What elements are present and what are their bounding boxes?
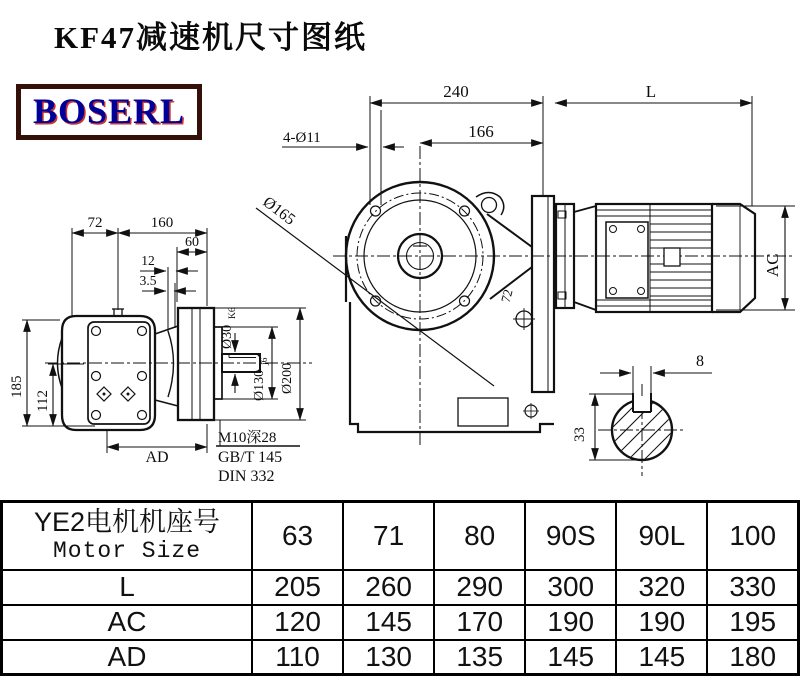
column-header: 71 [343, 502, 434, 570]
column-header: 90L [616, 502, 707, 570]
column-header: 80 [434, 502, 525, 570]
front-view [346, 182, 554, 432]
dim-72-rot-label: 72 [497, 287, 516, 305]
row-label: AC [2, 605, 253, 640]
table-cell: 330 [707, 570, 798, 605]
dim-8-label: 8 [696, 353, 704, 370]
table-cell: 205 [252, 570, 343, 605]
table-row-AD [2, 640, 799, 675]
table-cell: 120 [252, 605, 343, 640]
table-cell: 320 [616, 570, 707, 605]
table-cell: 195 [707, 605, 798, 640]
table-cell: 135 [434, 640, 525, 675]
dim-185-label: 185 [9, 375, 25, 398]
dim-3p5-label: 3.5 [139, 273, 157, 288]
dim-AD-label: AD [145, 449, 169, 466]
row-label: L [2, 570, 253, 605]
spigot-dia-label: Ø130 [252, 369, 267, 401]
shaft-section-view [557, 345, 719, 500]
shaft-tol-label: K6 [228, 307, 238, 319]
flange-dia-label: Ø165 [259, 193, 299, 229]
dimension-table [0, 500, 800, 676]
bolt-callout-label: 4-Ø11 [283, 130, 321, 146]
dimension-lines [22, 96, 795, 460]
dim-AC-label: AC [763, 253, 782, 277]
table-cell: 145 [616, 640, 707, 675]
dim-160-label: 160 [150, 215, 174, 231]
dim-60-label: 60 [185, 235, 199, 250]
dim-12-label: 12 [141, 253, 155, 268]
table-cell: 130 [343, 640, 434, 675]
table-row-L [2, 570, 799, 605]
table-cell: 260 [343, 570, 434, 605]
row-label: AD [2, 640, 253, 675]
dim-72-label: 72 [87, 215, 103, 231]
table-cell: 145 [525, 640, 616, 675]
spigot-tol-label: j6 [260, 357, 270, 365]
header-cn: YE2电机机座号 [33, 507, 221, 538]
column-header: 90S [525, 502, 616, 570]
table-cell: 300 [525, 570, 616, 605]
dim-112-label: 112 [35, 390, 51, 412]
dim-L-label: L [645, 82, 657, 101]
mount-flange-dia-label: Ø200 [280, 362, 295, 394]
table-cell: 190 [525, 605, 616, 640]
table-cell: 180 [707, 640, 798, 675]
thread-note-label: M10深28 [218, 430, 277, 446]
table-cell: 290 [434, 570, 525, 605]
column-header: 63 [252, 502, 343, 570]
dim-166-label: 166 [468, 122, 494, 141]
logo-text: BOSERL [33, 91, 186, 131]
column-header: 100 [707, 502, 798, 570]
std-din-label: DIN 332 [218, 468, 275, 485]
header-en: Motor Size [52, 538, 202, 565]
table-row-AC [2, 605, 799, 640]
dim-240-label: 240 [443, 82, 469, 101]
shaft-dia-label: Ø30 [220, 324, 235, 349]
std-gb-label: GB/T 145 [218, 449, 283, 466]
table-cell: 145 [343, 605, 434, 640]
motor-view [556, 204, 755, 312]
table-header-motor-size [2, 502, 253, 570]
table-header-row [2, 502, 799, 570]
hatching [557, 345, 719, 500]
page-title: KF47减速机尺寸图纸 [54, 20, 368, 55]
table-cell: 170 [434, 605, 525, 640]
dim-33-label: 33 [572, 427, 588, 442]
table-cell: 110 [252, 640, 343, 675]
table-cell: 190 [616, 605, 707, 640]
